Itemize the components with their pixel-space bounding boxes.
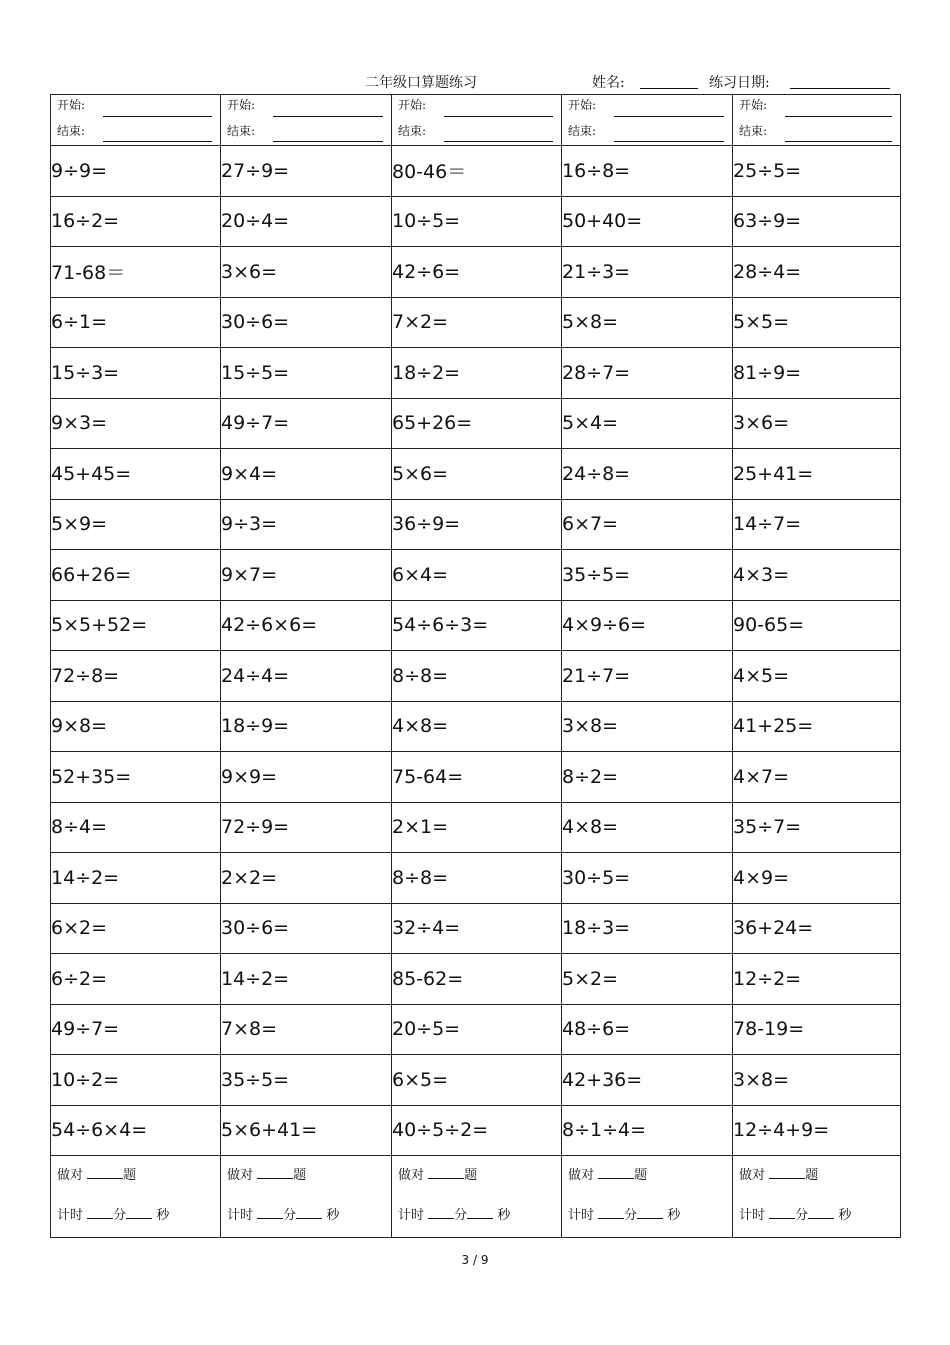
problem-cell[interactable]: 14÷2= — [221, 954, 392, 1005]
problem-cell[interactable]: 10÷2= — [51, 1055, 221, 1106]
seconds-field[interactable] — [296, 1208, 322, 1219]
end-time-field[interactable] — [785, 141, 892, 142]
name-field[interactable] — [640, 88, 698, 89]
end-label: 结束: — [398, 124, 427, 138]
problem-cell[interactable]: 3×8= — [733, 1055, 901, 1106]
problem-cell[interactable]: 20÷4= — [221, 196, 392, 247]
problem-row — [51, 1004, 901, 1055]
problem-cell[interactable]: 50+40= — [562, 196, 733, 247]
problem-cell[interactable]: 42÷6= — [392, 247, 562, 298]
correct-suffix: 题 — [464, 1168, 478, 1183]
problem-cell[interactable]: 65+26= — [392, 398, 562, 449]
problem-cell[interactable]: 2×2= — [221, 853, 392, 904]
problem-cell[interactable]: 25+41= — [733, 449, 901, 500]
problem-cell[interactable]: 6×2= — [51, 903, 221, 954]
problem-cell[interactable]: 8÷8= — [392, 853, 562, 904]
start-time-field[interactable] — [614, 116, 724, 117]
correct-prefix: 做对 — [227, 1168, 254, 1183]
problem-row — [51, 196, 901, 247]
problem-cell[interactable]: 16÷2= — [51, 196, 221, 247]
problem-cell[interactable]: 30÷6= — [221, 297, 392, 348]
problem-cell[interactable]: 36÷9= — [392, 499, 562, 550]
problem-cell[interactable]: 72÷9= — [221, 802, 392, 853]
end-label: 结束: — [227, 124, 256, 138]
problem-cell[interactable]: 54÷6×4= — [51, 1105, 221, 1156]
problem-cell[interactable]: 6×4= — [392, 550, 562, 601]
correct-count — [398, 1164, 477, 1183]
problem-cell[interactable]: 15÷5= — [221, 348, 392, 399]
correct-count-field[interactable] — [598, 1168, 634, 1179]
problem-cell[interactable]: 78-19= — [733, 1004, 901, 1055]
minutes-field[interactable] — [769, 1208, 795, 1219]
problem-cell[interactable]: 80-46＝ — [392, 146, 562, 197]
problem-cell[interactable]: 7×2= — [392, 297, 562, 348]
problem-cell[interactable]: 35÷5= — [562, 550, 733, 601]
problem-cell[interactable]: 9×3= — [51, 398, 221, 449]
problem-cell[interactable]: 5×8= — [562, 297, 733, 348]
worksheet-title: 二年级口算题练习 — [365, 75, 477, 91]
problem-cell[interactable]: 5×4= — [562, 398, 733, 449]
problem-cell[interactable]: 28÷7= — [562, 348, 733, 399]
start-label: 开始: — [568, 98, 597, 112]
problem-row — [51, 600, 901, 651]
problem-cell[interactable]: 4×3= — [733, 550, 901, 601]
problem-cell[interactable]: 75-64= — [392, 752, 562, 803]
problem-cell[interactable]: 42+36= — [562, 1055, 733, 1106]
problem-cell[interactable]: 49÷7= — [221, 398, 392, 449]
problem-row — [51, 903, 901, 954]
problem-cell[interactable]: 12÷2= — [733, 954, 901, 1005]
start-time-field[interactable] — [785, 116, 892, 117]
problem-row — [51, 499, 901, 550]
problem-cell[interactable]: 12÷4+9= — [733, 1105, 901, 1156]
correct-count — [568, 1164, 647, 1183]
score-box — [733, 1156, 901, 1238]
problem-cell[interactable]: 36+24= — [733, 903, 901, 954]
problem-cell[interactable]: 6÷1= — [51, 297, 221, 348]
end-label: 结束: — [568, 124, 597, 138]
correct-suffix: 题 — [123, 1168, 137, 1183]
seconds-field[interactable] — [637, 1208, 663, 1219]
problem-row — [51, 348, 901, 399]
correct-count — [57, 1164, 136, 1183]
problem-cell[interactable]: 24÷8= — [562, 449, 733, 500]
seconds-field[interactable] — [467, 1208, 493, 1219]
end-time-field[interactable] — [444, 141, 553, 142]
problem-cell[interactable]: 49÷7= — [51, 1004, 221, 1055]
correct-count-field[interactable] — [428, 1168, 464, 1179]
problem-cell[interactable]: 28÷4= — [733, 247, 901, 298]
end-time-field[interactable] — [614, 141, 724, 142]
start-time-field[interactable] — [273, 116, 383, 117]
start-label: 开始: — [57, 98, 86, 112]
problem-cell[interactable]: 3×6= — [733, 398, 901, 449]
problem-cell[interactable]: 40÷5÷2= — [392, 1105, 562, 1156]
time-box — [51, 95, 221, 146]
minutes-label: 分 — [624, 1208, 638, 1223]
name-label: 姓名: — [592, 75, 625, 91]
problem-row — [51, 752, 901, 803]
problem-cell[interactable]: 5×5+52= — [51, 600, 221, 651]
correct-suffix: 题 — [805, 1168, 819, 1183]
problem-cell[interactable]: 10÷5= — [392, 196, 562, 247]
minutes-label: 分 — [454, 1208, 468, 1223]
date-field[interactable] — [790, 88, 890, 89]
problem-row — [51, 398, 901, 449]
start-label: 开始: — [227, 98, 256, 112]
timer-prefix: 计时 — [398, 1208, 425, 1223]
minutes-field[interactable] — [598, 1208, 624, 1219]
date-label: 练习日期: — [709, 75, 770, 91]
problem-row — [51, 802, 901, 853]
correct-count-field[interactable] — [87, 1168, 123, 1179]
problem-cell[interactable]: 81÷9= — [733, 348, 901, 399]
problem-cell[interactable]: 14÷7= — [733, 499, 901, 550]
problem-cell[interactable]: 6×5= — [392, 1055, 562, 1106]
seconds-label: 秒 — [326, 1208, 340, 1223]
problem-grid — [50, 94, 901, 1238]
seconds-label: 秒 — [497, 1208, 511, 1223]
problem-cell[interactable]: 27÷9= — [221, 146, 392, 197]
problem-cell[interactable]: 18÷3= — [562, 903, 733, 954]
time-box-row — [51, 95, 901, 146]
time-box — [392, 95, 562, 146]
timer — [227, 1204, 339, 1223]
problem-cell[interactable]: 3×6= — [221, 247, 392, 298]
problem-cell[interactable]: 4×9= — [733, 853, 901, 904]
problem-cell[interactable]: 21÷7= — [562, 651, 733, 702]
time-box — [221, 95, 392, 146]
problem-cell[interactable]: 30÷5= — [562, 853, 733, 904]
score-box — [562, 1156, 733, 1238]
problem-cell[interactable]: 35÷7= — [733, 802, 901, 853]
problem-cell[interactable]: 18÷9= — [221, 701, 392, 752]
problem-cell[interactable]: 20÷5= — [392, 1004, 562, 1055]
time-box — [733, 95, 901, 146]
correct-count-field[interactable] — [257, 1168, 293, 1179]
minutes-label: 分 — [283, 1208, 297, 1223]
time-box — [562, 95, 733, 146]
timer — [398, 1204, 510, 1223]
problem-row — [51, 247, 901, 298]
problem-cell[interactable]: 8÷2= — [562, 752, 733, 803]
problem-cell[interactable]: 4×5= — [733, 651, 901, 702]
problem-cell[interactable]: 16÷8= — [562, 146, 733, 197]
problem-cell[interactable]: 54÷6÷3= — [392, 600, 562, 651]
problem-cell[interactable]: 52+35= — [51, 752, 221, 803]
score-box — [221, 1156, 392, 1238]
correct-count-field[interactable] — [769, 1168, 805, 1179]
problem-cell[interactable]: 35÷5= — [221, 1055, 392, 1106]
problem-cell[interactable]: 85-62= — [392, 954, 562, 1005]
problem-cell[interactable]: 21÷3= — [562, 247, 733, 298]
problem-cell[interactable]: 5×6+41= — [221, 1105, 392, 1156]
problem-row — [51, 954, 901, 1005]
timer-prefix: 计时 — [739, 1208, 766, 1223]
title-bar — [0, 68, 950, 92]
problem-row — [51, 701, 901, 752]
problem-row — [51, 1105, 901, 1156]
problem-cell[interactable]: 9×8= — [51, 701, 221, 752]
problem-cell[interactable]: 63÷9= — [733, 196, 901, 247]
timer-prefix: 计时 — [57, 1208, 84, 1223]
end-time-field[interactable] — [273, 141, 383, 142]
problem-cell[interactable]: 5×2= — [562, 954, 733, 1005]
end-label: 结束: — [739, 124, 768, 138]
minutes-label: 分 — [113, 1208, 127, 1223]
timer-prefix: 计时 — [568, 1208, 595, 1223]
score-box — [51, 1156, 221, 1238]
correct-prefix: 做对 — [398, 1168, 425, 1183]
correct-count — [227, 1164, 306, 1183]
problem-cell[interactable]: 2×1= — [392, 802, 562, 853]
problem-cell[interactable]: 45+45= — [51, 449, 221, 500]
start-time-field[interactable] — [444, 116, 553, 117]
seconds-field[interactable] — [808, 1208, 834, 1219]
timer — [57, 1204, 169, 1223]
problem-cell[interactable]: 25÷5= — [733, 146, 901, 197]
problem-row — [51, 1055, 901, 1106]
correct-prefix: 做对 — [739, 1168, 766, 1183]
timer-prefix: 计时 — [227, 1208, 254, 1223]
score-box — [392, 1156, 562, 1238]
seconds-field[interactable] — [126, 1208, 152, 1219]
problem-cell[interactable]: 5×5= — [733, 297, 901, 348]
problem-cell[interactable]: 6÷2= — [51, 954, 221, 1005]
problem-row — [51, 297, 901, 348]
problem-cell[interactable]: 24÷4= — [221, 651, 392, 702]
problem-cell[interactable]: 32÷4= — [392, 903, 562, 954]
correct-prefix: 做对 — [568, 1168, 595, 1183]
start-label: 开始: — [398, 98, 427, 112]
correct-prefix: 做对 — [57, 1168, 84, 1183]
problem-cell[interactable]: 9×4= — [221, 449, 392, 500]
problem-cell[interactable]: 9×7= — [221, 550, 392, 601]
problem-cell[interactable]: 42÷6×6= — [221, 600, 392, 651]
problem-cell[interactable]: 41+25= — [733, 701, 901, 752]
problem-cell[interactable]: 8÷8= — [392, 651, 562, 702]
score-row — [51, 1156, 901, 1238]
problem-row — [51, 550, 901, 601]
seconds-label: 秒 — [156, 1208, 170, 1223]
seconds-label: 秒 — [667, 1208, 681, 1223]
problem-row — [51, 651, 901, 702]
problem-row — [51, 146, 901, 197]
problem-cell[interactable]: 15÷3= — [51, 348, 221, 399]
problem-row — [51, 853, 901, 904]
problem-cell[interactable]: 72÷8= — [51, 651, 221, 702]
problem-cell[interactable]: 3×8= — [562, 701, 733, 752]
problem-cell[interactable]: 5×6= — [392, 449, 562, 500]
timer — [568, 1204, 680, 1223]
problem-cell[interactable]: 4×8= — [392, 701, 562, 752]
minutes-field[interactable] — [87, 1208, 113, 1219]
problem-row — [51, 449, 901, 500]
problem-cell[interactable]: 9×9= — [221, 752, 392, 803]
problem-cell[interactable]: 18÷2= — [392, 348, 562, 399]
page-number: 3 / 9 — [461, 1253, 489, 1267]
start-time-field[interactable] — [103, 116, 212, 117]
correct-suffix: 题 — [293, 1168, 307, 1183]
problem-cell[interactable]: 6×7= — [562, 499, 733, 550]
problem-cell[interactable]: 71-68＝ — [51, 247, 221, 298]
problem-cell[interactable]: 7×8= — [221, 1004, 392, 1055]
problem-cell[interactable]: 48÷6= — [562, 1004, 733, 1055]
correct-count — [739, 1164, 818, 1183]
problem-cell[interactable]: 9÷9= — [51, 146, 221, 197]
problem-cell[interactable]: 8÷4= — [51, 802, 221, 853]
problem-cell[interactable]: 14÷2= — [51, 853, 221, 904]
problem-cell[interactable]: 8÷1÷4= — [562, 1105, 733, 1156]
problem-cell[interactable]: 90-65= — [733, 600, 901, 651]
problem-cell[interactable]: 9÷3= — [221, 499, 392, 550]
problem-cell[interactable]: 30÷6= — [221, 903, 392, 954]
minutes-field[interactable] — [257, 1208, 283, 1219]
end-time-field[interactable] — [103, 141, 212, 142]
problem-cell[interactable]: 4×9÷6= — [562, 600, 733, 651]
end-label: 结束: — [57, 124, 86, 138]
minutes-label: 分 — [795, 1208, 809, 1223]
problem-cell[interactable]: 66+26= — [51, 550, 221, 601]
problem-cell[interactable]: 5×9= — [51, 499, 221, 550]
problem-cell[interactable]: 4×7= — [733, 752, 901, 803]
timer — [739, 1204, 851, 1223]
seconds-label: 秒 — [838, 1208, 852, 1223]
minutes-field[interactable] — [428, 1208, 454, 1219]
correct-suffix: 题 — [634, 1168, 648, 1183]
start-label: 开始: — [739, 98, 768, 112]
problem-cell[interactable]: 4×8= — [562, 802, 733, 853]
